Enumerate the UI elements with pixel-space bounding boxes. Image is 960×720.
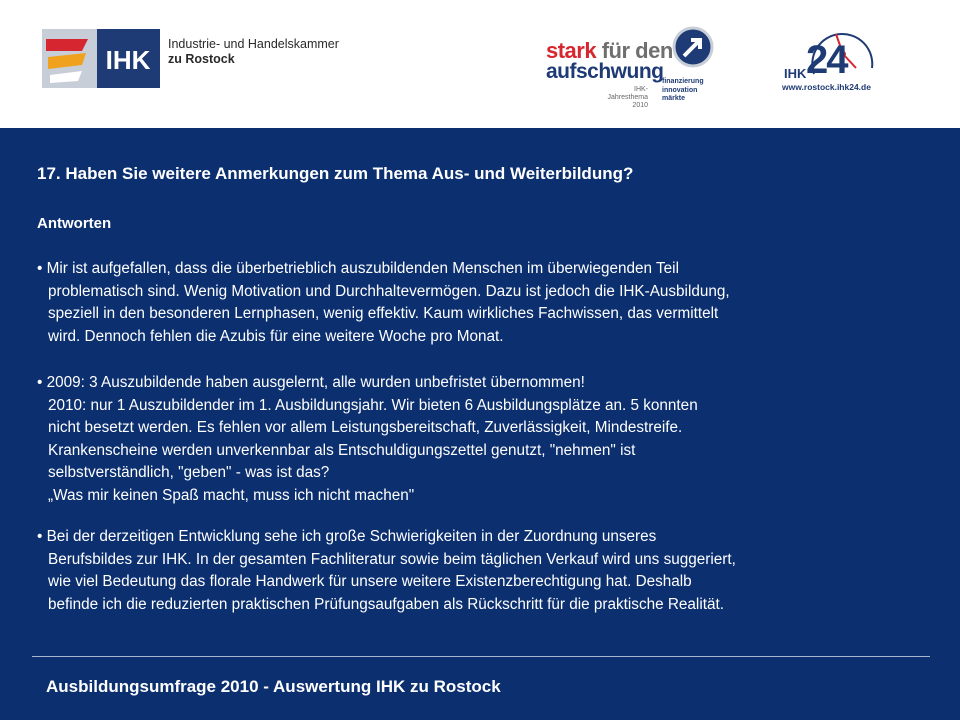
answer-line: wie viel Bedeutung das florale Handwerk für unsere weitere Existenzberechtigung hat. Deshalb <box>48 573 692 590</box>
footer-divider <box>32 656 930 657</box>
ihk-logo <box>42 29 160 88</box>
answer-item <box>37 526 907 616</box>
arrow-circle-icon <box>672 26 714 68</box>
ihk24-prefix: IHK <box>784 66 807 81</box>
answer-line: nicht besetzt werden. Es fehlen vor allem Leistungsbereitschaft, Zuverlässigkeit, Mindestreife. <box>48 419 683 436</box>
answer-line: 2010: nur 1 Auszubildender im 1. Ausbildungsjahr. Wir bieten 6 Ausbildungsplätze an. 5 konnten <box>48 396 698 414</box>
stark-tag: innovation <box>662 86 698 94</box>
question-heading: 17. Haben Sie weitere Anmerkungen zum Thema Aus- und Weiterbildung? <box>37 164 634 183</box>
answer-line: Berufsbildes zur IHK. In der gesamten Fachliteratur sowie beim täglichen Verkauf wird uns suggeriert, <box>48 550 736 568</box>
stark-subtitle: IHK-Jahresthema 2010 <box>607 86 648 109</box>
answer-line: befinde ich die reduzierten praktischen Prüfungsaufgaben als Rückschritt für die praktische Realität. <box>48 595 724 613</box>
stark-tags <box>662 78 704 104</box>
stark-tag: finanzierung <box>662 78 704 85</box>
stark-word: stark <box>546 38 597 63</box>
answer-line: • 2009: 3 Auszubildende haben ausgelernt, alle wurden unbefristet übernommen! <box>37 374 585 391</box>
page-header <box>0 0 960 128</box>
stark-fuer-den-aufschwung-logo <box>546 22 716 109</box>
answer-line: speziell in den besonderen Lernphasen, wenig effektiv. Kaum wirkliches Fachwissen, das vermittelt <box>48 305 719 322</box>
footer-title: Ausbildungsumfrage 2010 - Auswertung IHK zu Rostock <box>46 677 501 696</box>
ihk-chamber-name <box>168 37 339 67</box>
answer-line: problematisch sind. Wenig Motivation und Durchhaltevermögen. Dazu ist jedoch die IHK-Ausbildung, <box>48 282 730 300</box>
answer-item <box>37 258 907 348</box>
answers-label: Antworten <box>37 215 112 232</box>
ihk24-number: 24 <box>806 38 847 82</box>
content-panel <box>0 128 960 720</box>
fuer-den-words: für den <box>601 38 673 63</box>
answer-line: „Was mir keinen Spaß macht, muss ich nicht machen" <box>48 486 415 504</box>
ihk-logo-text: IHK <box>105 45 151 75</box>
ihk24-logo <box>782 24 882 98</box>
answer-line: • Mir ist aufgefallen, dass die überbetrieblich auszubildenden Menschen im überwiegenden Teil <box>37 260 679 277</box>
aufschwung-word: aufschwung <box>546 60 664 83</box>
answer-line: wird. Dennoch fehlen die Azubis für eine weitere Woche pro Monat. <box>48 327 504 345</box>
answer-line: Krankenscheine werden unverkennbar als Entschuldigungszettel genutzt, "nehmen" ist <box>48 441 636 459</box>
answer-line: selbstverständlich, "geben" - was ist das? <box>48 464 330 481</box>
answer-line: • Bei der derzeitigen Entwicklung sehe ich große Schwierigkeiten in der Zuordnung unseres <box>37 528 657 545</box>
answer-item <box>37 372 907 507</box>
ihk-name-line2: zu Rostock <box>168 52 235 66</box>
stark-tag: märkte <box>662 95 685 102</box>
ihk-name-line1: Industrie- und Handelskammer <box>168 37 339 51</box>
ihk24-url: www.rostock.ihk24.de <box>782 82 871 92</box>
